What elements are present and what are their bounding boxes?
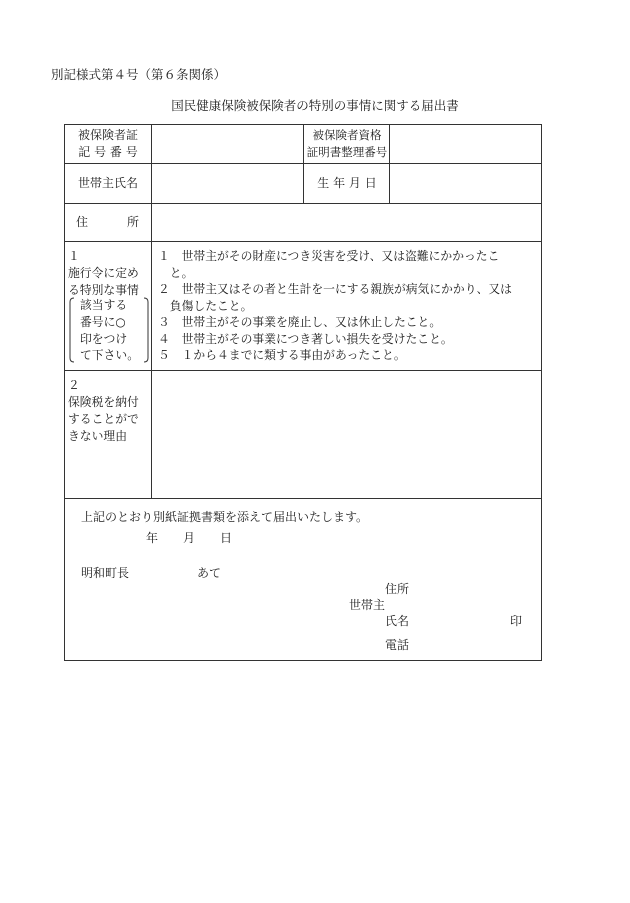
label-line: 証明書整理番号 [306,145,388,159]
seal-mark: 印 [510,614,523,628]
instruction-line: て下さい。 [80,348,139,363]
householder-name-field[interactable] [152,164,303,203]
insured-id-label [64,127,152,161]
label-line: 施行令に定め [68,266,139,280]
label-line: することがで [68,412,139,426]
reason-item[interactable]: ２ 世帯主又はその者と生計を一にする親族が病気にかかり、又は [158,282,512,296]
phone-label: 電話 [385,638,410,652]
householder-label: 世帯主 [349,598,386,612]
birthdate-label: 生 年 月 日 [317,176,377,190]
label-line: １ [68,249,80,263]
label-line: 被保険者資格 [312,128,382,142]
declaration-statement: 上記のとおり別紙証拠書類を添えて届出いたします。 [81,510,369,524]
form-number: 別記様式第４号（第６条関係） [51,67,227,82]
applicant-address-label: 住所 [385,582,410,596]
address-label-1: 住 [76,215,89,229]
table-row-divider [64,241,542,242]
unable-to-pay-reason-label [68,377,139,445]
label-line: 保険税を納付 [68,395,139,409]
table-row-divider [64,498,542,499]
label-line: る特別な事情 [68,283,139,297]
unable-to-pay-reason-field[interactable] [152,371,541,498]
reason-item-continued: と。 [158,265,194,280]
date-year-label: 年 [146,531,159,545]
label-line: ２ [68,378,80,392]
cert-number-field[interactable] [390,125,541,163]
table-border-right [541,124,542,661]
label-line: きない理由 [68,429,127,443]
instruction-text [80,297,139,364]
birthdate-field[interactable] [390,164,541,203]
reason-item-continued: 負傷したこと。 [158,298,253,313]
householder-name-label: 世帯主氏名 [77,176,138,190]
reason-item[interactable]: １ 世帯主がその財産につき災害を受け、又は盗難にかかったこ [158,249,500,263]
addressee-suffix: あて [197,566,222,580]
cert-number-label [304,127,390,161]
special-circumstances-label [68,248,139,299]
instruction-line: 印をつけ [80,331,128,346]
date-month-label: 月 [183,531,196,545]
reason-item[interactable]: ３ 世帯主がその事業を廃止し、又は休止したこと。 [158,315,442,329]
reason-item[interactable]: ５ １から４までに類する事由があったこと。 [158,348,406,362]
form-title: 国民健康保険被保険者の特別の事情に関する届出書 [171,98,459,113]
instruction-line: 番号に○ [80,314,126,329]
address-field[interactable] [152,204,541,241]
address-label-2: 所 [127,215,140,229]
instruction-line: 該当する [80,298,128,312]
applicant-name-label: 氏名 [385,614,410,628]
reason-list [158,248,540,364]
label-line: 記 号 番 号 [78,145,138,159]
table-border-bottom [64,660,542,661]
label-line: 被保険者証 [77,128,138,142]
table-border-left [64,124,65,661]
insured-id-field[interactable] [152,125,303,163]
addressee: 明和町長 [81,566,130,580]
date-day-label: 日 [220,531,233,545]
reason-item[interactable]: ４ 世帯主がその事業につき著しい損失を受けたこと。 [158,331,453,346]
